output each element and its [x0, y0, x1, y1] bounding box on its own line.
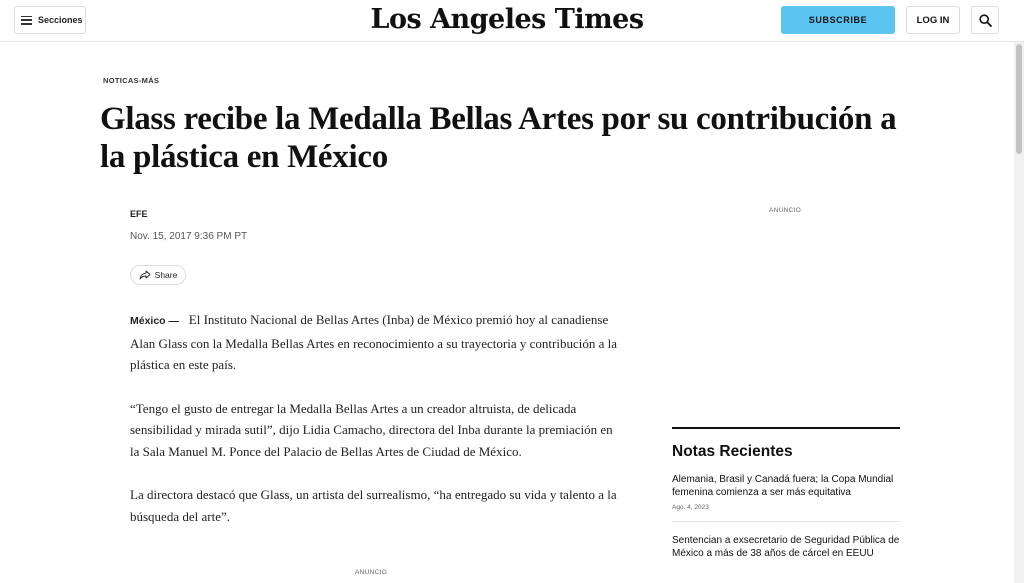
login-button[interactable]: LOG IN [906, 6, 960, 34]
search-button[interactable] [971, 6, 999, 34]
note-date: Ago. 4, 2023 [672, 504, 709, 511]
article-location: México — [130, 315, 180, 327]
share-button[interactable] [130, 265, 186, 285]
list-item[interactable] [672, 534, 900, 560]
article-paragraph: México — El Instituto Nacional de Bellas Artes (Inba) de México premió hoy al canadiense Alan Glass con la Medalla Bellas Artes en reconocimiento a su trayectoria y contribución a la plástica en este país. [130, 312, 617, 372]
site-logo[interactable]: Los Angeles Times [370, 4, 644, 35]
sidebar-divider [672, 427, 900, 429]
page-scrollbar[interactable] [1014, 42, 1024, 583]
note-divider [672, 521, 900, 522]
site-header [0, 0, 1024, 42]
article-body [130, 309, 620, 549]
note-title[interactable]: Sentencian a exsecretario de Seguridad Pública de México a más de 38 años de cárcel en EEUU [672, 535, 900, 559]
list-item[interactable] [672, 473, 900, 522]
scrollbar-thumb[interactable] [1016, 44, 1022, 154]
ad-label-inline: ANUNCIO [355, 569, 388, 576]
recent-notes-sidebar [672, 427, 900, 560]
subscribe-button[interactable]: SUBSCRIBE [781, 6, 895, 34]
sections-label: Secciones [38, 15, 83, 25]
article-paragraph: “Tengo el gusto de entregar la Medalla Bellas Artes a un creador altruista, de delicada sensibilidad y mirada sutil”, dijo Lidia Camacho, directora del Inba durante la premiación en la Sala Manuel M. Ponce del Palacio de Bellas Artes de Ciudad de México. [130, 400, 613, 459]
share-label: Share [154, 270, 178, 280]
section-kicker[interactable]: NOTICAS-MÁS [103, 76, 160, 85]
search-icon [979, 14, 992, 27]
share-icon [139, 270, 151, 280]
article-byline: EFE [130, 209, 148, 219]
sidebar-title: Notas Recientes [672, 443, 793, 460]
note-title[interactable]: Alemania, Brasil y Canadá fuera; la Copa Mundial femenina comienza a ser más equitativa [672, 474, 894, 498]
article-date: Nov. 15, 2017 9:36 PM PT [130, 231, 248, 242]
ad-label-sidebar: ANUNCIO [769, 207, 802, 214]
article-paragraph: La directora destacó que Glass, un artista del surrealismo, “ha entregado su vida y talento a la búsqueda del arte”. [130, 487, 617, 524]
article-headline: Glass recibe la Medalla Bellas Artes por su contribución a la plástica en México [100, 101, 897, 175]
